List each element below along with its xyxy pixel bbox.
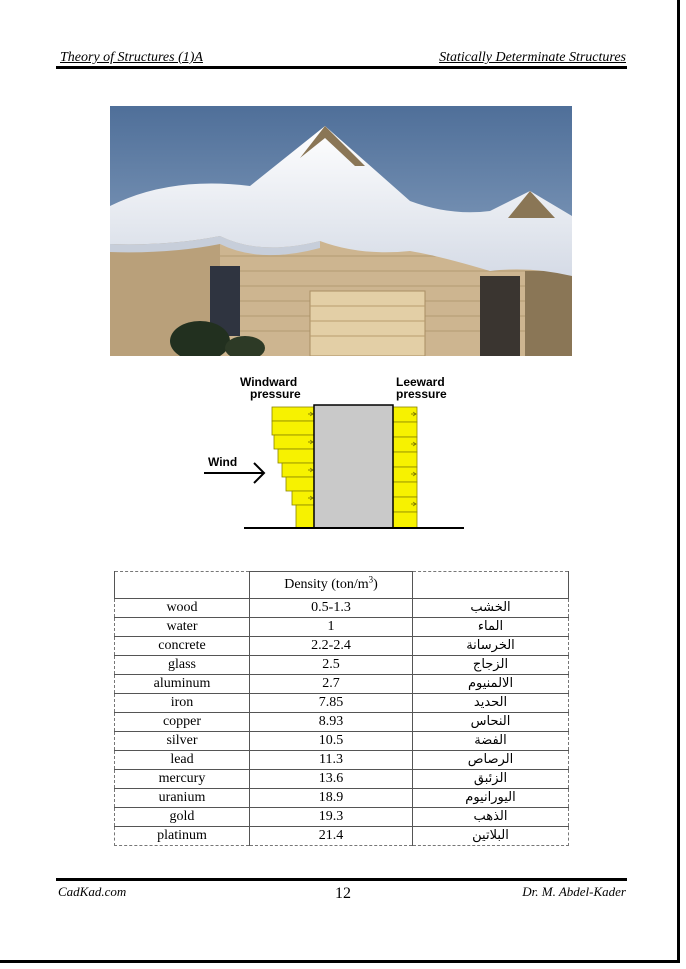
material-density: 2.2-2.4	[250, 637, 413, 656]
wind-pressure-diagram	[196, 372, 476, 532]
material-name-arabic: اليورانيوم	[413, 789, 569, 808]
footer-author: Dr. M. Abdel-Kader	[522, 884, 626, 899]
table-row	[115, 599, 569, 618]
material-name-arabic: الذهب	[413, 808, 569, 827]
material-name-arabic: البلاتين	[413, 827, 569, 846]
material-name-arabic: النحاس	[413, 713, 569, 732]
material-name-arabic: الرصاص	[413, 751, 569, 770]
material-density: 7.85	[250, 694, 413, 713]
material-density: 11.3	[250, 751, 413, 770]
material-name-arabic: الالمنيوم	[413, 675, 569, 694]
header-rule	[56, 66, 627, 69]
footer-site: CadKad.com	[58, 884, 127, 899]
table-row	[115, 751, 569, 770]
material-name: lead	[115, 751, 250, 770]
density-header-suffix: )	[373, 577, 378, 592]
material-name: mercury	[115, 770, 250, 789]
density-table-header-row	[115, 572, 569, 599]
page-number: 12	[335, 885, 351, 902]
material-density: 2.7	[250, 675, 413, 694]
material-name: uranium	[115, 789, 250, 808]
material-density: 8.93	[250, 713, 413, 732]
density-header-text: Density (ton/m	[284, 577, 369, 592]
material-density: 10.5	[250, 732, 413, 751]
material-density: 0.5-1.3	[250, 599, 413, 618]
windward-label-line2: pressure	[250, 387, 301, 401]
table-row	[115, 713, 569, 732]
table-row	[115, 732, 569, 751]
material-density: 21.4	[250, 827, 413, 846]
table-row	[115, 827, 569, 846]
table-row	[115, 675, 569, 694]
material-density: 2.5	[250, 656, 413, 675]
material-name-arabic: الفضة	[413, 732, 569, 751]
table-row	[115, 770, 569, 789]
material-density: 18.9	[250, 789, 413, 808]
material-name-arabic: الزئبق	[413, 770, 569, 789]
leeward-pressure-blocks	[393, 407, 417, 528]
table-row	[115, 694, 569, 713]
windward-pressure-blocks	[272, 407, 314, 528]
material-name: concrete	[115, 637, 250, 656]
building-wall	[314, 405, 393, 528]
material-name: aluminum	[115, 675, 250, 694]
footer-rule	[56, 878, 627, 881]
material-name: silver	[115, 732, 250, 751]
material-name: water	[115, 618, 250, 637]
windward-label-line1: Windward	[240, 375, 298, 389]
table-row	[115, 637, 569, 656]
header-course-title: Theory of Structures (1)A	[60, 50, 203, 65]
header-blank-cell	[115, 572, 250, 599]
table-row	[115, 656, 569, 675]
material-name-arabic: الخشب	[413, 599, 569, 618]
material-name-arabic: الماء	[413, 618, 569, 637]
material-name: iron	[115, 694, 250, 713]
header-chapter-title: Statically Determinate Structures	[439, 50, 626, 65]
leeward-label-line2: pressure	[396, 387, 447, 401]
material-name-arabic: الخرسانة	[413, 637, 569, 656]
material-name: copper	[115, 713, 250, 732]
table-row	[115, 789, 569, 808]
table-row	[115, 808, 569, 827]
wind-label: Wind	[208, 455, 238, 469]
material-name: wood	[115, 599, 250, 618]
header-arabic-blank-cell	[413, 572, 569, 599]
material-density: 1	[250, 618, 413, 637]
table-row	[115, 618, 569, 637]
snow-roof-photo	[110, 106, 572, 356]
material-name-arabic: الزجاج	[413, 656, 569, 675]
density-table	[114, 571, 569, 846]
material-name: platinum	[115, 827, 250, 846]
density-header	[250, 572, 413, 599]
density-header-sup: 3	[368, 574, 374, 585]
wind-pressure-figure	[196, 372, 476, 532]
material-density: 13.6	[250, 770, 413, 789]
snow-roof-illustration	[110, 106, 572, 356]
material-density: 19.3	[250, 808, 413, 827]
material-name-arabic: الحديد	[413, 694, 569, 713]
material-name: gold	[115, 808, 250, 827]
leeward-label-line1: Leeward	[396, 375, 445, 389]
material-name: glass	[115, 656, 250, 675]
